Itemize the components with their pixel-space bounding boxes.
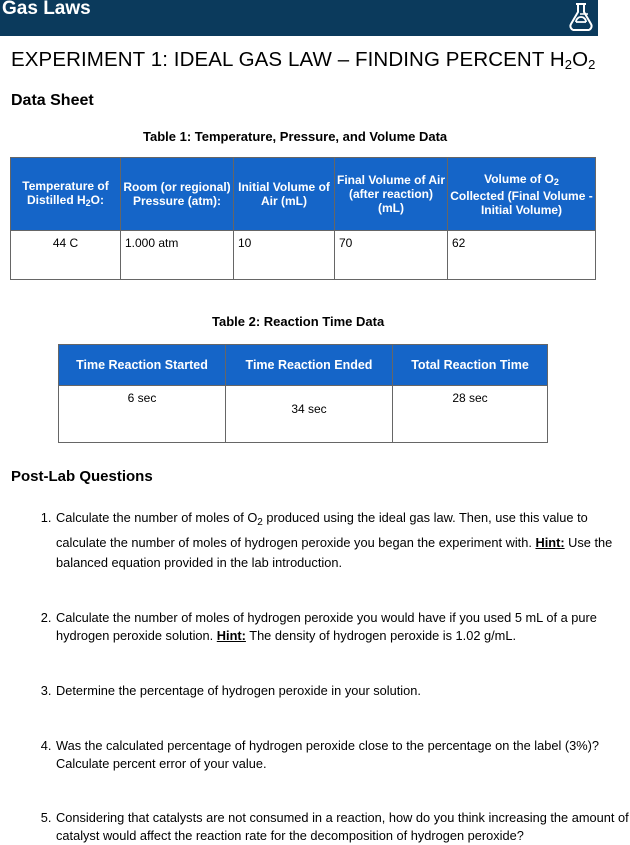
cell-total-time: 28 sec <box>393 386 548 443</box>
cell-time-started: 6 sec <box>59 386 226 443</box>
cell-room-pressure: 1.000 atm <box>121 231 234 280</box>
question-5: 5. Considering that catalysts are not consumed in a reaction, how do you think increasing the amount of catalyst would affect the reaction rate for the decomposition of hydrogen peroxide? <box>55 809 630 845</box>
table-row <box>11 231 596 280</box>
col-header-temperature: Temperature of Distilled $H_2O$: <box>11 158 121 231</box>
table-reaction-time <box>58 344 548 443</box>
col-header-total-time: Total Reaction Time <box>393 345 548 386</box>
col-header-o2-volume: Volume of $O_2$ Collected (Final Volume - Initial Volume) <box>448 158 596 231</box>
page-title: EXPERIMENT 1: IDEAL GAS LAW – FINDING PERCENT $H_2O_2$ <box>11 48 596 72</box>
post-lab-heading: Post-Lab Questions <box>11 468 153 485</box>
question-3: 3. Determine the percentage of hydrogen peroxide in your solution. <box>55 681 630 701</box>
cell-temperature: 44 C <box>11 231 121 280</box>
question-1: 1. Calculate the number of moles of $O_2$ produced using the ideal gas law. Then, use this value to calculate the number of moles of hydrogen peroxide you began the experiment with. Hint: Use the balanced equation provided in the lab introduction. <box>55 508 630 573</box>
table1-caption: Table 1: Temperature, Pressure, and Volume Data <box>143 129 448 144</box>
cell-o2-volume: 62 <box>448 231 596 280</box>
table-temperature-pressure-volume <box>10 157 596 280</box>
col-header-time-ended: Time Reaction Ended <box>226 345 393 386</box>
cell-initial-volume: 10 <box>234 231 335 280</box>
col-header-time-started: Time Reaction Started <box>59 345 226 386</box>
question-2: 2. Calculate the number of moles of hydrogen peroxide you would have if you used 5 mL of a pure hydrogen peroxide solution. Hint: The density of hydrogen peroxide is 1.02 g/mL. <box>55 609 630 645</box>
header-title: Gas Laws <box>2 0 91 19</box>
header-banner <box>0 0 598 36</box>
flask-icon <box>566 2 596 32</box>
col-header-initial-volume: Initial Volume of Air (mL) <box>234 158 335 231</box>
table2-caption: Table 2: Reaction Time Data <box>212 314 385 329</box>
col-header-final-volume: Final Volume of Air (after reaction) (mL) <box>335 158 448 231</box>
cell-final-volume: 70 <box>335 231 448 280</box>
col-header-room-pressure: Room (or regional) Pressure (atm): <box>121 158 234 231</box>
cell-time-ended: 34 sec <box>226 386 393 443</box>
post-lab-questions <box>24 508 630 845</box>
table-row <box>59 386 548 443</box>
question-4: 4. Was the calculated percentage of hydrogen peroxide close to the percentage on the label (3%)? Calculate percent error of your value. <box>55 737 630 773</box>
data-sheet-heading: Data Sheet <box>11 92 94 109</box>
